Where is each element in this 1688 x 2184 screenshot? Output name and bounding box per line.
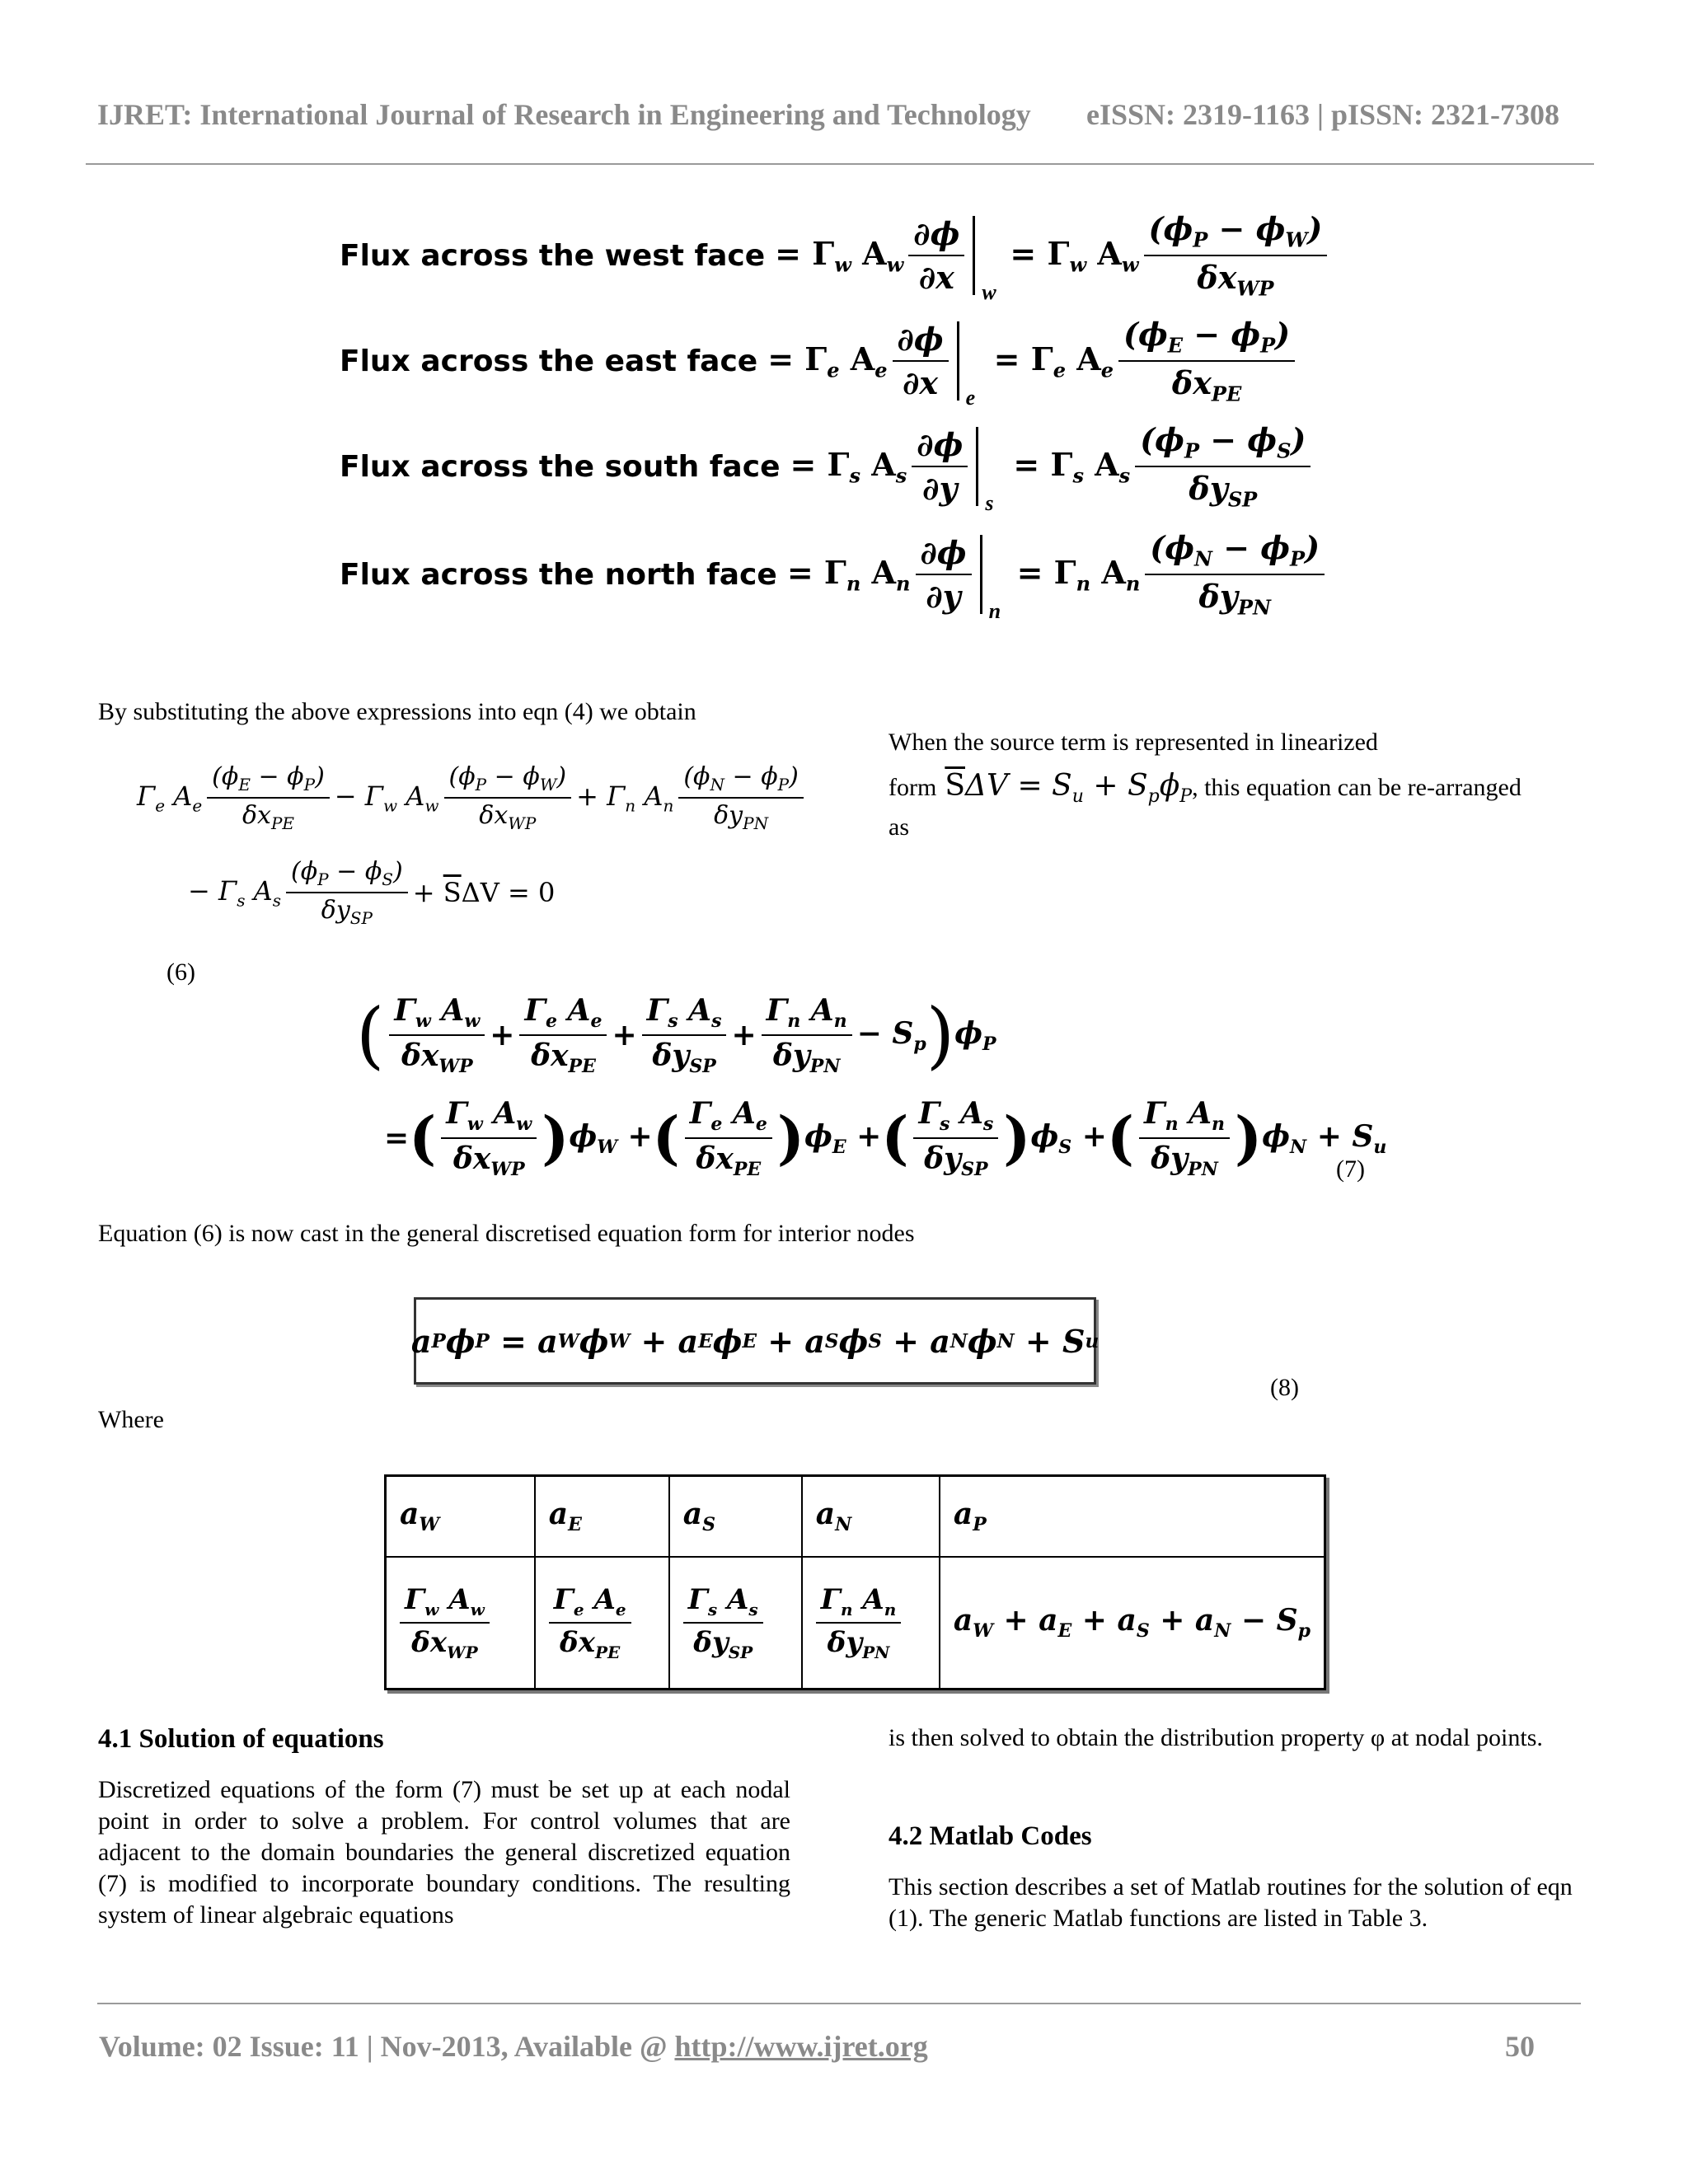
value-an: $\frac{\Gamma_n A_n}{\delta y_{PN}}$ xyxy=(802,1557,940,1690)
header-an: $a_N$ xyxy=(802,1476,940,1558)
flux-south-label: Flux across the south face xyxy=(340,449,781,484)
source-form-word: form xyxy=(889,774,937,801)
source-linearized-expr: $\overline{S}\Delta V = S_u + S_p\phi_P$ xyxy=(945,769,1193,808)
section-4-1-continuation: is then solved to obtain the distribution property φ at nodal points. xyxy=(889,1724,1543,1751)
issn: eISSN: 2319-1163 | pISSN: 2321-7308 xyxy=(1086,98,1559,131)
footer-volume xyxy=(99,2029,928,2064)
section-4-1-body: Discretized equations of the form (7) must be set up at each nodal point in order to solve a problem. For control volumes that are adjacent to the domain boundaries the general discretized equation (7) is modified to incorporate boundary conditions. The resulting system of linear algebraic equations xyxy=(98,1776,790,1929)
equation-6-number: (6) xyxy=(166,958,195,986)
flux-north-label: Flux across the north face xyxy=(340,557,777,592)
footer-volume-text: Volume: 02 Issue: 11 | Nov-2013, Available @ xyxy=(99,2030,675,2063)
table-header-row xyxy=(386,1476,1325,1558)
equation-8-box: a P ϕ P = a W ϕ W + a E ϕ E + a S ϕ S + a N ϕ N + S u xyxy=(414,1297,1096,1385)
flux-west-equation: Flux across the west face = $\Gamma_w$ $A_w$ $\frac{\partial\phi}{\partial x}$ w = $\Gamma_w$ $A_w$ $\frac{(\phi_P - \phi_W)}{\delta x_{WP}}$ xyxy=(340,210,1332,301)
value-ae: $\frac{\Gamma_e A_e}{\delta x_{PE}}$ xyxy=(535,1557,669,1690)
flux-west-label: Flux across the west face xyxy=(340,238,766,273)
equation-7-line2: = ( $\frac{\Gamma_w A_w}{\delta x_{WP}}$ ) $\phi_W$ + ( $\frac{\Gamma_e A_e}{\delta x_{PE}}$ ) $\phi_E$ + ( $\frac{\Gamma_s A_s}{\delta y_{SP}}$ ) $\phi_S$ + ( $\frac{\Gamma_n A_n}{\delta y_{PN}}$ ) $\phi_N + S_u$ xyxy=(384,1096,1387,1181)
header-aw: $a_W$ xyxy=(386,1476,535,1558)
header-rule xyxy=(86,163,1594,165)
value-aw: $\frac{\Gamma_w A_w}{\delta x_{WP}}$ xyxy=(386,1557,535,1690)
equation-6-line2: − $\Gamma_s$ $A_s$ $\frac{(\phi_P - \phi_S)}{\delta y_{SP}}$ + $\overline{S}\Delta V = 0$ xyxy=(188,857,556,928)
flux-east-equation: Flux across the east face = $\Gamma_e$ $A_e$ $\frac{\partial\phi}{\partial x}$ e = $\Gamma_e$ $A_e$ $\frac{(\phi_E - \phi_P)}{\delta x_{PE}}$ xyxy=(340,316,1300,406)
equation-8-number: (8) xyxy=(1270,1374,1299,1401)
section-4-1-title: 4.1 Solution of equations xyxy=(98,1724,384,1754)
substituting-text: By substituting the above expressions into eqn (4) we obtain xyxy=(98,698,696,725)
source-term-line2 xyxy=(889,771,1522,813)
flux-south-equation: Flux across the south face = $\Gamma_s$ $A_s$ $\frac{\partial\phi}{\partial y}$ s = $\Gamma_s$ $A_s$ $\frac{(\phi_P - \phi_S)}{\delta y_{SP}}$ xyxy=(340,421,1315,512)
coefficient-table xyxy=(384,1474,1326,1690)
cast-text: Equation (6) is now cast in the general discretised equation form for interior nodes xyxy=(98,1220,915,1247)
header-ae: $a_E$ xyxy=(535,1476,669,1558)
value-as: $\frac{\Gamma_s A_s}{\delta y_{SP}}$ xyxy=(669,1557,802,1690)
header-as: $a_S$ xyxy=(669,1476,802,1558)
where-text: Where xyxy=(98,1406,164,1433)
section-4-2-body: This section describes a set of Matlab routines for the solution of eqn (1). The generic Matlab functions are listed in Table 3. xyxy=(889,1873,1573,1932)
page-number: 50 xyxy=(1505,2030,1535,2063)
source-term-line1: When the source term is represented in linearized xyxy=(889,729,1378,756)
table-value-row xyxy=(386,1557,1325,1690)
header-ap: $a_P$ xyxy=(940,1476,1325,1558)
journal-title: IJRET: International Journal of Research in Engineering and Technology xyxy=(97,98,1031,131)
equation-6-line1: $\Gamma_e$ $A_e$ $\frac{(\phi_E - \phi_P)}{\delta x_{PE}}$ − $\Gamma_w$ $A_w$ $\frac{(\phi_P - \phi_W)}{\delta x_{WP}}$ + $\Gamma_n$ $A_n$ $\frac{(\phi_N - \phi_P)}{\delta y_{PN}}$ xyxy=(137,762,809,833)
footer-rule xyxy=(97,2003,1581,2004)
equation-7-number: (7) xyxy=(1336,1155,1365,1183)
flux-east-label: Flux across the east face xyxy=(340,344,758,378)
source-as: as xyxy=(889,813,909,841)
value-ap: $a_W + a_E + a_S + a_N - S_p$ xyxy=(940,1557,1325,1690)
flux-north-equation: Flux across the north face = $\Gamma_n$ $A_n$ $\frac{\partial\phi}{\partial y}$ n = $\Gamma_n$ $A_n$ $\frac{(\phi_N - \phi_P)}{\delta y_{PN}}$ xyxy=(340,529,1329,620)
source-rest-text: , this equation can be re-arranged xyxy=(1192,774,1522,801)
equation-7-line1: ( $\frac{\Gamma_w A_w}{\delta x_{WP}}$ + $\frac{\Gamma_e A_e}{\delta x_{PE}}$ + $\frac{\Gamma_s A_s}{\delta y_{SP}}$ + $\frac{\Gamma_n A_n}{\delta y_{PN}}$ − $S_p$ ) $\phi_P$ xyxy=(356,992,996,1078)
journal-url-link[interactable]: http://www.ijret.org xyxy=(674,2030,928,2063)
section-4-2-title: 4.2 Matlab Codes xyxy=(889,1821,1092,1851)
